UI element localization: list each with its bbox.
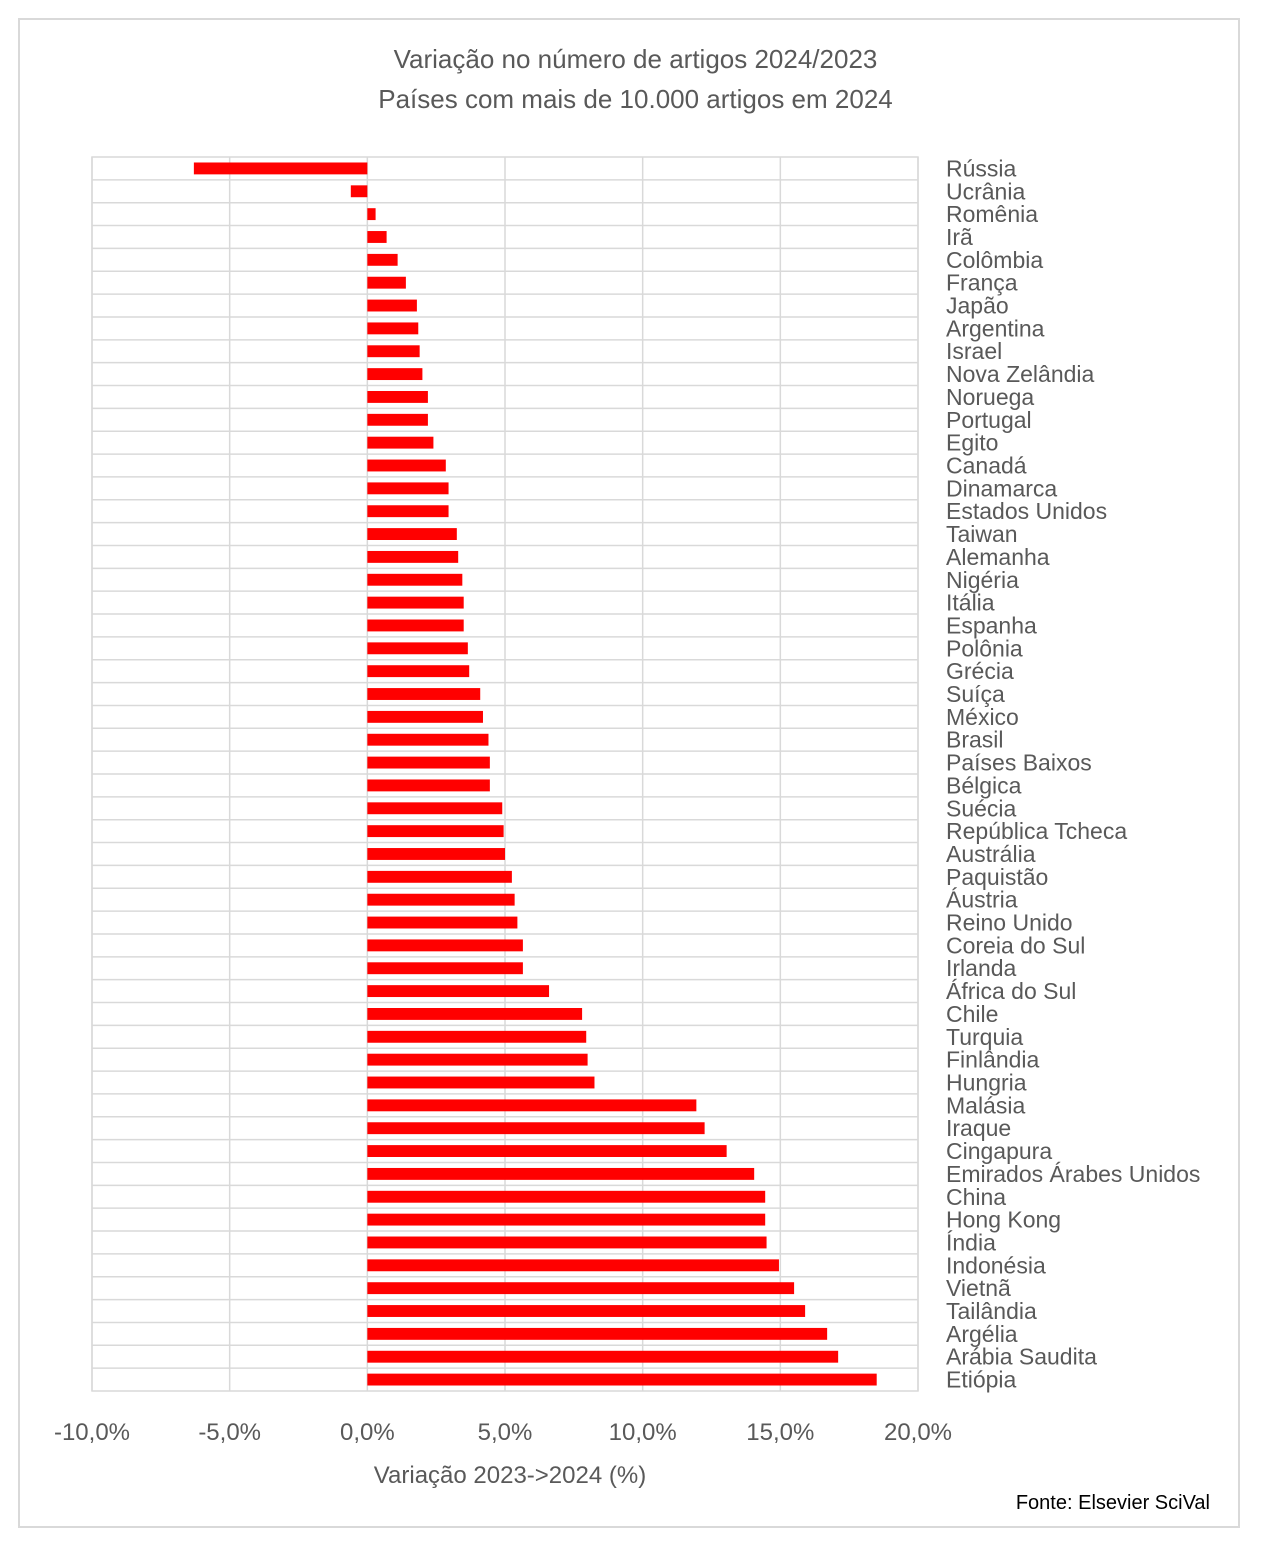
category-label: Hungria (946, 1069, 1027, 1096)
bar (367, 917, 517, 929)
bar (367, 711, 483, 723)
bar (367, 574, 462, 586)
bar (367, 1168, 754, 1180)
category-label: Bélgica (946, 772, 1022, 799)
bar (367, 322, 418, 334)
bar (367, 962, 523, 974)
bar (367, 1031, 586, 1043)
category-label: Hong Kong (946, 1206, 1062, 1233)
bar (367, 551, 458, 563)
bar (367, 939, 523, 951)
x-tick-label: 0,0% (339, 1419, 395, 1446)
category-label: México (946, 703, 1019, 730)
bar (367, 757, 490, 769)
bar (367, 825, 503, 837)
bar (367, 1191, 765, 1203)
category-label: Finlândia (946, 1046, 1040, 1073)
category-label: Emirados Árabes Unidos (946, 1160, 1201, 1187)
category-label: Paquistão (946, 863, 1049, 890)
bar (194, 162, 367, 174)
category-label: Reino Unido (946, 909, 1073, 936)
bar (367, 642, 467, 654)
source-note: Fonte: Elsevier SciVal (1015, 1492, 1210, 1514)
bar (367, 802, 502, 814)
category-label: Iraque (946, 1115, 1012, 1142)
bar (367, 1008, 582, 1020)
x-tick-label: 20,0% (883, 1419, 953, 1446)
bar (367, 1351, 838, 1363)
category-label: Romênia (946, 201, 1039, 228)
category-label: Etiópia (946, 1366, 1017, 1393)
x-axis-label: Variação 2023->2024 (%) (373, 1462, 647, 1489)
category-label: Rússia (946, 155, 1017, 182)
category-label: Índia (946, 1229, 996, 1256)
x-tick-label: -5,0% (198, 1419, 262, 1446)
category-label: Austrália (946, 840, 1036, 867)
category-label: Estados Unidos (946, 498, 1108, 525)
category-label: Brasil (946, 726, 1004, 753)
category-label: Polônia (946, 635, 1023, 662)
bar (367, 1259, 779, 1271)
bar (367, 1054, 587, 1066)
bar (367, 871, 512, 883)
category-label: Alemanha (946, 543, 1050, 570)
bar (367, 254, 397, 266)
bar (367, 779, 490, 791)
bar (367, 460, 445, 472)
category-label: Vietnã (946, 1275, 1011, 1302)
category-label: Turquia (946, 1023, 1024, 1050)
bar (367, 894, 514, 906)
bar (367, 505, 448, 517)
category-label: Suíça (946, 681, 1005, 708)
bar (367, 1099, 696, 1111)
bar (367, 391, 428, 403)
category-label: Colômbia (946, 246, 1044, 273)
bar (367, 231, 386, 243)
category-label: Taiwan (946, 521, 1018, 548)
bar (367, 414, 428, 426)
bar (367, 688, 480, 700)
category-label: Malásia (946, 1092, 1026, 1119)
category-label: Nigéria (946, 566, 1019, 593)
category-label: Ucrânia (946, 178, 1026, 205)
category-label: Grécia (946, 658, 1014, 685)
bar (367, 848, 505, 860)
bar (367, 528, 456, 540)
category-label: Noruega (946, 383, 1035, 410)
category-label: Argentina (946, 315, 1045, 342)
bar (367, 1305, 805, 1317)
bar (367, 597, 463, 609)
bar (367, 1237, 766, 1249)
category-label: Áustria (946, 886, 1018, 913)
bar (367, 1374, 876, 1386)
category-label: Indonésia (946, 1252, 1046, 1279)
category-label: Arábia Saudita (946, 1343, 1097, 1370)
bar (351, 185, 368, 197)
category-label: Espanha (946, 612, 1037, 639)
chart-title: Variação no número de artigos 2024/2023 (393, 44, 878, 74)
bar (367, 1282, 794, 1294)
category-label: Chile (946, 1000, 999, 1027)
bar (367, 345, 419, 357)
category-label: Portugal (946, 406, 1032, 433)
bar (367, 277, 406, 289)
category-label: Coreia do Sul (946, 932, 1086, 959)
bar (367, 1328, 827, 1340)
category-label: Cingapura (946, 1138, 1053, 1165)
category-label: Israel (946, 338, 1003, 365)
category-label: Canadá (946, 452, 1027, 479)
bar (367, 368, 422, 380)
bar (367, 437, 433, 449)
category-label: Irã (946, 223, 973, 250)
bar (367, 985, 549, 997)
category-label: Egito (946, 429, 999, 456)
category-label: China (946, 1183, 1007, 1210)
category-label: Tailândia (946, 1298, 1037, 1325)
category-label: França (946, 269, 1018, 296)
x-tick-label: 15,0% (746, 1419, 815, 1446)
category-label: Países Baixos (946, 749, 1092, 776)
category-label: República Tcheca (946, 818, 1128, 845)
category-label: Argélia (946, 1320, 1018, 1347)
x-tick-label: 5,0% (477, 1419, 533, 1446)
bar (367, 208, 375, 220)
bar (367, 1214, 765, 1226)
category-label: Dinamarca (946, 475, 1058, 502)
x-tick-label: -10,0% (53, 1419, 131, 1446)
category-label: Suécia (946, 795, 1017, 822)
bar (367, 482, 448, 494)
category-label: Nova Zelândia (946, 361, 1095, 388)
category-label: Irlanda (946, 955, 1017, 982)
x-tick-label: 10,0% (608, 1419, 677, 1446)
bar (367, 734, 488, 746)
bar (367, 1145, 726, 1157)
bar (367, 620, 463, 632)
category-label: Itália (946, 589, 995, 616)
bar (367, 1077, 594, 1089)
category-label: África do Sul (946, 978, 1077, 1005)
bar (367, 665, 469, 677)
category-label: Japão (946, 292, 1009, 319)
bar (367, 1122, 704, 1134)
bar (367, 300, 417, 312)
chart-subtitle: Países com mais de 10.000 artigos em 2024 (378, 84, 893, 114)
